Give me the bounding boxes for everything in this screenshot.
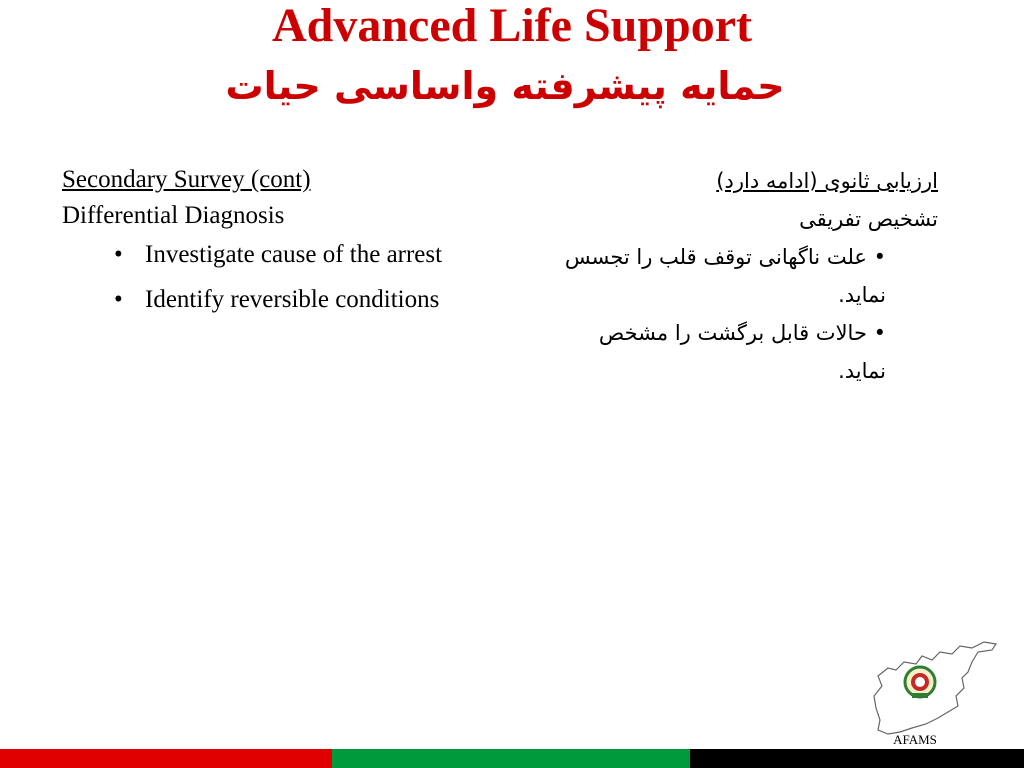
list-item-text: Investigate cause of the arrest xyxy=(145,241,443,268)
slide-title: Advanced Life Support xyxy=(271,0,753,52)
english-heading: Secondary Survey (cont) xyxy=(62,166,311,193)
flag-bar-green xyxy=(332,749,690,768)
dari-content xyxy=(560,162,938,390)
logo-label: AFAMS xyxy=(893,732,937,747)
list-item-text: Identify reversible conditions xyxy=(145,286,440,313)
dari-heading: ارزیابی ثانوی (ادامه دارد) xyxy=(716,169,938,193)
list-item: • علت ناگهانی توقف قلب را تجسس نماید. xyxy=(564,245,886,307)
list-item xyxy=(114,236,482,273)
list-item xyxy=(114,281,482,318)
flag-bar-black xyxy=(690,749,1024,768)
slide-subtitle: حمایه پیشرفته واساسی حیات xyxy=(225,64,785,108)
dari-subheading: تشخیص تفریقی xyxy=(799,207,938,231)
flag-bar-red xyxy=(0,749,332,768)
english-content xyxy=(62,162,482,326)
english-bullet-list xyxy=(62,236,482,318)
bullet-icon: • xyxy=(114,286,123,313)
english-subheading: Differential Diagnosis xyxy=(62,202,285,229)
list-item: • حالات قابل برگشت را مشخص نماید. xyxy=(598,321,886,383)
bullet-icon: • xyxy=(114,241,123,268)
afghanistan-map-logo xyxy=(868,638,1000,746)
